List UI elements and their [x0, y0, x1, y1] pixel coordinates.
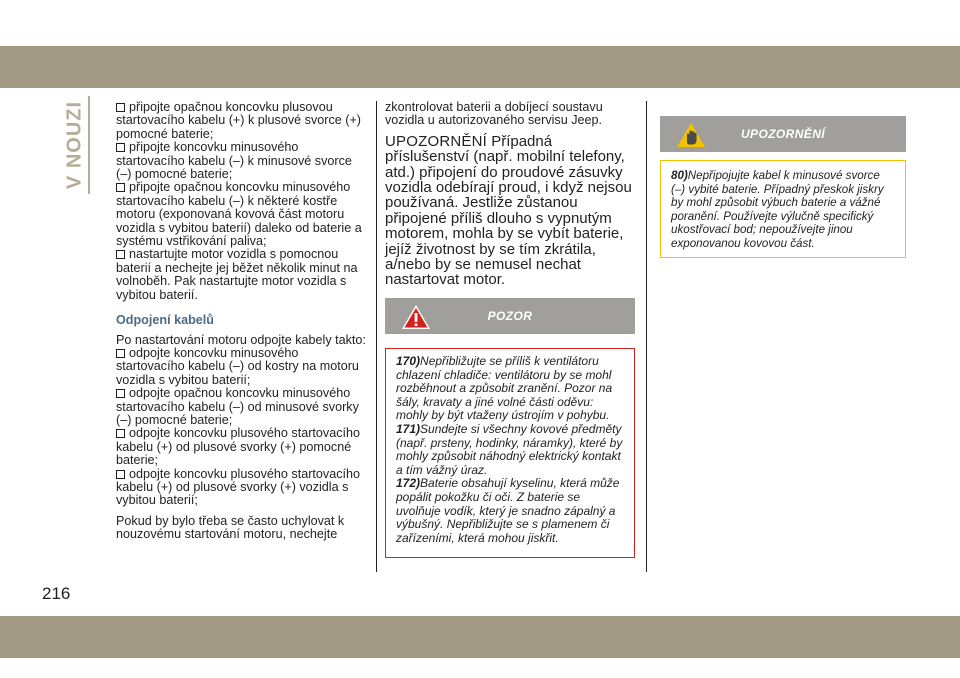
checkbox-bullet-icon [116, 103, 125, 112]
pozor-warning-box [385, 298, 635, 558]
checkbox-bullet-icon [116, 429, 125, 438]
column-divider [376, 101, 377, 572]
column-middle [385, 101, 635, 288]
upozorneni-header [660, 116, 906, 152]
checkbox-bullet-icon [116, 250, 125, 259]
column-left [116, 101, 368, 542]
pozor-body [385, 348, 635, 558]
upozorneni-caution-box [660, 116, 906, 258]
checkbox-bullet-icon [116, 349, 125, 358]
list-item: připojte opačnou koncovku minusového startovacího kabelu (–) k některé kostře motoru (exponovaná kovová část motoru vozidla s vybitou baterií) daleko od baterie a systému vstřikování paliva; [116, 180, 362, 249]
list-item: nastartujte motor vozidla s pomocnou baterií a nechejte jej běžet několik minut na volnoběh. Pak nastartujte motor vozidla s vybitou baterií. [116, 247, 358, 302]
list-item: odpojte opačnou koncovku minusového startovacího kabelu (–) od minusové svorky (–) pomocné baterie; [116, 386, 359, 427]
list-item: připojte opačnou koncovku plusovou startovacího kabelu (+) k plusové svorce (+) pomocné baterie; [116, 100, 361, 141]
caution-item: 80)Nepřipojujte kabel k minusové svorce (–) vybité baterie. Případný přeskok jiskry by mohl způsobit výbuch baterie a vážné poranění. Používejte výlučně specifický ukostřovací bod; nepoužívejte jinou exponovanou kovovou část. [671, 169, 884, 250]
paragraph: zkontrolovat baterii a dobíjecí soustavu vozidla u autorizovaného servisu Jeep. [385, 100, 603, 128]
section-tab-line [88, 96, 90, 194]
checkbox-bullet-icon [116, 389, 125, 398]
checkbox-bullet-icon [116, 143, 125, 152]
warning-lead-caption: UPOZORNĚNÍ [385, 132, 488, 150]
page-number: 216 [42, 584, 71, 603]
pozor-header [385, 298, 635, 334]
section-tab [64, 96, 86, 194]
list-item: odpojte koncovku minusového startovacího kabelu (–) od kostry na motoru vozidla s vybitou baterií; [116, 345, 359, 387]
list-item: odpojte koncovku plusového startovacího kabelu (+) od plusové svorky (+) vozidla s vybitou baterií; [116, 466, 361, 508]
warning-item: 170)Nepřibližujte se příliš k ventilátoru chlazení chladiče: ventilátoru by se mohl rozběhnout a způsobit zranění. Pozor na šály, kravaty a jiné volné části oděvu: mohly by být vtaženy ústrojím v pohybu. [396, 354, 613, 423]
section-tab-label: V NOUZI [63, 100, 86, 190]
bottom-decor-band [0, 616, 960, 658]
paragraph: Po nastartování motoru odpojte kabely takto: [116, 332, 366, 347]
checkbox-bullet-icon [116, 470, 125, 479]
pozor-title: POZOR [487, 309, 533, 323]
warning-item: 172)Baterie obsahují kyselinu, která může popálit pokožku či oči. Z baterie se uvolňuje vodík, který je snadno zápalný a výbušný. Nepřibližujte se s plamenem či zařízeními, která mohou jiskřit. [396, 476, 620, 545]
paragraph: Pokud by bylo třeba se často uchylovat k nouzovému startování motoru, nechejte [116, 513, 345, 542]
warning-item: 171)Sundejte si všechny kovové předměty (např. prsteny, hodinky, náramky), které by mohly způsobit náhodný elektrický kontakt a tím vážný úraz. [396, 421, 623, 477]
checkbox-bullet-icon [116, 183, 125, 192]
list-item: připojte koncovku minusového startovacího kabelu (–) k minusové svorce (–) pomocné baterie; [116, 140, 352, 182]
subheading: Odpojení kabelů [116, 313, 214, 328]
upozorneni-body [660, 160, 906, 258]
top-decor-band [0, 46, 960, 88]
list-item: odpojte koncovku plusového startovacího kabelu (+) od plusové svorky (+) pomocné baterie; [116, 426, 361, 468]
column-divider [646, 101, 647, 572]
warning-lead-paragraph: UPOZORNĚNÍ Případná příslušenství (např. mobilní telefony, atd.) připojení do proudové zásuvky vozidla odebírají proud, i když nejsou používaná. Jestliže zůstanou připojené příliš dlouho s vypnutým motorem, mohla by se vybít baterie, jejíž životnost by se tím zkrátila, a/nebo by se nemusel nechat nastartovat motor. [385, 132, 632, 289]
upozorneni-title: UPOZORNĚNÍ [740, 127, 825, 141]
